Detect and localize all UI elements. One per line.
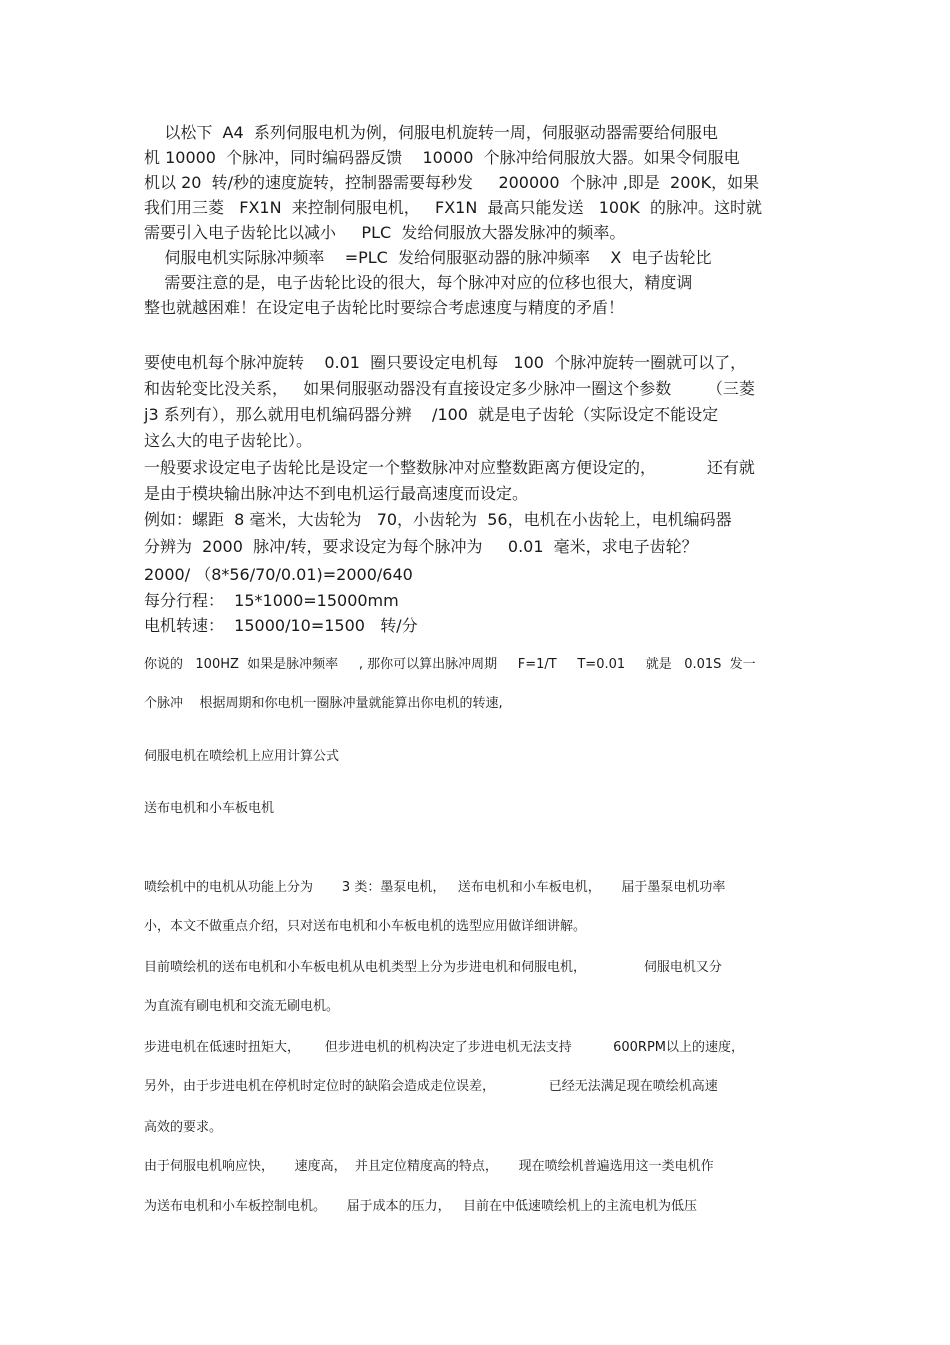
- paragraph-line: 你说的 100HZ 如果是脉冲频率 , 那你可以算出脉冲周期 F=1/T T=0.01 就是 0.01S 发一: [144, 657, 756, 672]
- formula-line: 2000/ （8*56/70/0.01)=2000/640: [144, 565, 413, 584]
- paragraph-line: 需要注意的是，电子齿轮比设的很大，每个脉冲对应的位移也很大，精度调: [144, 273, 693, 292]
- paragraph-line: 目前喷绘机的送布电机和小车板电机从电机类型上分为步进电机和伺服电机， 伺服电机又分: [144, 960, 722, 975]
- paragraph-line: 和齿轮变比没关系， 如果伺服驱动器没有直接设定多少脉冲一圈这个参数 （三菱: [144, 379, 755, 398]
- paragraph-line: 是由于模块输出脉冲达不到电机运行最高速度而设定。: [144, 484, 529, 503]
- paragraph-line: 喷绘机中的电机从功能上分为 3 类：墨泵电机， 送布电机和小车板电机， 届于墨泵电机功率: [144, 880, 726, 895]
- paragraph-line: 需要引入电子齿轮比以减小 PLC 发给伺服放大器发脉冲的频率。: [144, 223, 626, 242]
- paragraph-line: 要使电机每个脉冲旋转 0.01 圈只要设定电机每 100 个脉冲旋转一圈就可以了，: [144, 353, 747, 372]
- paragraph-line: j3 系列有），那么就用电机编码器分辨 /100 就是电子齿轮（实际设定不能设定: [144, 405, 719, 424]
- section-subheading: 送布电机和小车板电机: [144, 801, 275, 816]
- paragraph-line: 个脉冲 根据周期和你电机一圈脉冲量就能算出你电机的转速,: [144, 696, 503, 711]
- formula-line: 电机转速： 15000/10=1500 转/分: [144, 616, 418, 635]
- section-heading: 伺服电机在喷绘机上应用计算公式: [144, 749, 340, 764]
- paragraph-line: 为送布电机和小车板控制电机。 届于成本的压力， 目前在中低速喷绘机上的主流电机为低压: [144, 1199, 698, 1214]
- formula-line: 每分行程： 15*1000=15000mm: [144, 591, 399, 610]
- paragraph-line: 这么大的电子齿轮比）。: [144, 431, 313, 450]
- formula-line: 伺服电机实际脉冲频率 =PLC 发给伺服驱动器的脉冲频率 X 电子齿轮比: [144, 248, 712, 267]
- paragraph-line: 步进电机在低速时扭矩大， 但步进电机的机构决定了步进电机无法支持 600RPM以上的速度，: [144, 1040, 745, 1055]
- paragraph-line: 以松下 A4 系列伺服电机为例，伺服电机旋转一周，伺服驱动器需要给伺服电: [144, 123, 718, 142]
- paragraph-line: 另外，由于步进电机在停机时定位时的缺陷会造成走位误差， 已经无法满足现在喷绘机高速: [144, 1079, 718, 1094]
- paragraph-line: 小，本文不做重点介绍，只对送布电机和小车板电机的选型应用做详细讲解。: [144, 919, 587, 934]
- paragraph-line: 为直流有刷电机和交流无刷电机。: [144, 999, 340, 1014]
- paragraph-line: 整也就越困难！在设定电子齿轮比时要综合考虑速度与精度的矛盾！: [144, 298, 625, 317]
- paragraph-line: 高效的要求。: [144, 1120, 223, 1135]
- paragraph-line: 一般要求设定电子齿轮比是设定一个整数脉冲对应整数距离方便设定的， 还有就: [144, 458, 755, 477]
- paragraph-line: 我们用三菱 FX1N 来控制伺服电机， FX1N 最高只能发送 100K 的脉冲。这时就: [144, 198, 762, 217]
- paragraph-line: 例如：螺距 8 毫米，大齿轮为 70，小齿轮为 56，电机在小齿轮上，电机编码器: [144, 510, 732, 529]
- paragraph-line: 机 10000 个脉冲，同时编码器反馈 10000 个脉冲给伺服放大器。如果令伺服电: [144, 148, 740, 167]
- paragraph-line: 由于伺服电机响应快， 速度高， 并且定位精度高的特点， 现在喷绘机普遍选用这一类电机作: [144, 1159, 714, 1174]
- paragraph-line: 机以 20 转/秒的速度旋转，控制器需要每秒发 200000 个脉冲 ,即是 200K，如果: [144, 173, 760, 192]
- paragraph-line: 分辨为 2000 脉冲/转，要求设定为每个脉冲为 0.01 毫米，求电子齿轮？: [144, 537, 698, 556]
